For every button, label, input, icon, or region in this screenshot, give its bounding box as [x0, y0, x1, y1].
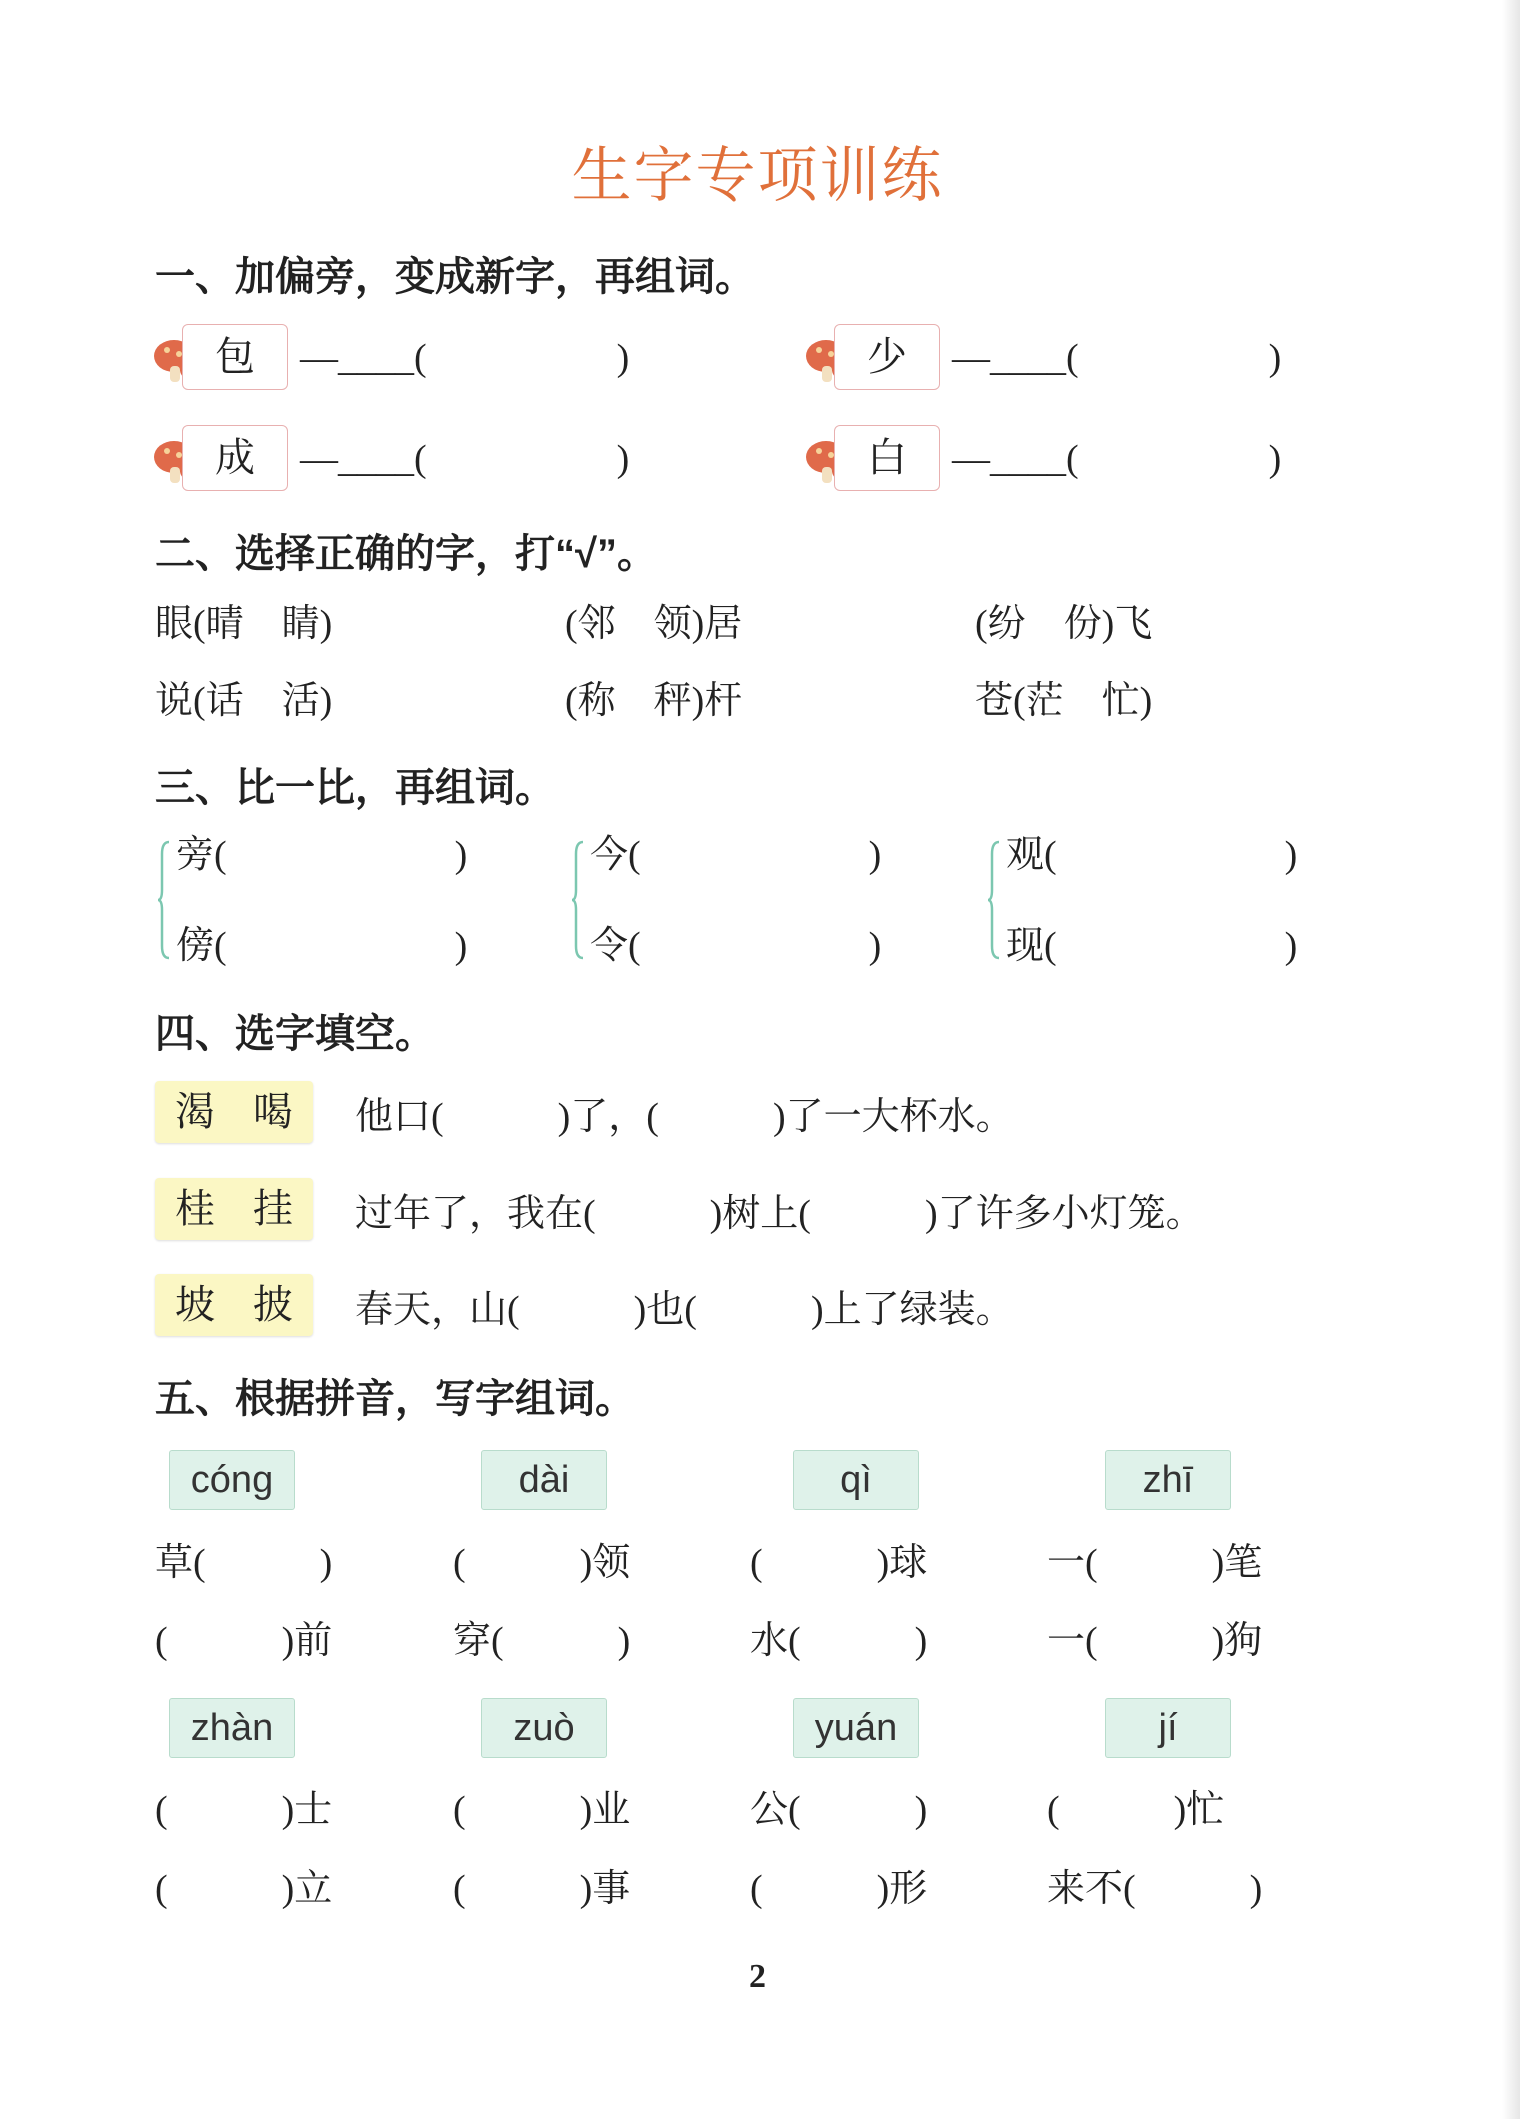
choice-item[interactable]: (纷 份)飞: [975, 603, 1153, 645]
radical-char-box: 成: [182, 425, 288, 491]
answer-blank[interactable]: —____( ): [300, 337, 630, 379]
page-title: 生字专项训练: [571, 142, 944, 209]
compare-item[interactable]: 傍( ): [176, 925, 468, 967]
word-blank[interactable]: 一( )笔: [1047, 1542, 1263, 1584]
section5-heading: 五、根据拼音，写字组词。: [155, 1377, 635, 1421]
word-blank[interactable]: ( )立: [155, 1868, 333, 1910]
compare-item[interactable]: 令( ): [590, 925, 882, 967]
choice-item[interactable]: 苍(茫 忙): [975, 680, 1153, 722]
word-blank[interactable]: ( )士: [155, 1789, 333, 1831]
choice-item[interactable]: (邻 领)居: [565, 603, 743, 645]
fill-sentence[interactable]: 春天，山( )也( )上了绿装。: [355, 1289, 1014, 1331]
choice-item[interactable]: 说(话 活): [155, 680, 333, 722]
pinyin-box: jí: [1105, 1698, 1231, 1758]
word-blank[interactable]: ( )事: [453, 1868, 631, 1910]
compare-item[interactable]: 现( ): [1006, 925, 1298, 967]
radical-char-box: 包: [182, 324, 288, 390]
page-number: 2: [749, 1958, 766, 1995]
word-blank[interactable]: ( )忙: [1047, 1789, 1225, 1831]
pinyin-box: yuán: [793, 1698, 919, 1758]
word-blank[interactable]: 公( ): [750, 1789, 928, 1831]
section3-heading: 三、比一比，再组词。: [155, 766, 555, 810]
brace-icon: [157, 840, 171, 960]
word-blank[interactable]: 水( ): [750, 1620, 928, 1662]
word-blank[interactable]: ( )领: [453, 1542, 631, 1584]
brace-icon: [571, 840, 585, 960]
choice-chars-box: 坡 披: [155, 1274, 313, 1336]
compare-item[interactable]: 今( ): [590, 834, 882, 876]
word-blank[interactable]: 一( )狗: [1047, 1620, 1263, 1662]
page-edge-shadow: [1502, 0, 1520, 2119]
fill-sentence[interactable]: 过年了，我在( )树上( )了许多小灯笼。: [355, 1193, 1204, 1235]
pinyin-box: zhī: [1105, 1450, 1231, 1510]
word-blank[interactable]: ( )形: [750, 1868, 928, 1910]
choice-item[interactable]: (称 秤)杆: [565, 680, 743, 722]
choice-chars-box: 渴 喝: [155, 1081, 313, 1143]
pinyin-box: zuò: [481, 1698, 607, 1758]
pinyin-box: qì: [793, 1450, 919, 1510]
word-blank[interactable]: ( )前: [155, 1620, 333, 1662]
choice-chars-box: 桂 挂: [155, 1178, 313, 1240]
radical-char-box: 少: [834, 324, 940, 390]
fill-sentence[interactable]: 他口( )了，( )了一大杯水。: [355, 1096, 1014, 1138]
section1-heading: 一、加偏旁，变成新字，再组词。: [155, 255, 755, 299]
brace-icon: [987, 840, 1001, 960]
answer-blank[interactable]: —____( ): [952, 438, 1282, 480]
word-blank[interactable]: 草( ): [155, 1542, 333, 1584]
compare-item[interactable]: 观( ): [1006, 834, 1298, 876]
pinyin-box: cóng: [169, 1450, 295, 1510]
section4-heading: 四、选字填空。: [155, 1012, 435, 1056]
pinyin-box: dài: [481, 1450, 607, 1510]
pinyin-box: zhàn: [169, 1698, 295, 1758]
answer-blank[interactable]: —____( ): [952, 337, 1282, 379]
word-blank[interactable]: ( )球: [750, 1542, 928, 1584]
word-blank[interactable]: 来不( ): [1047, 1868, 1263, 1910]
section2-heading: 二、选择正确的字，打“√”。: [155, 532, 657, 576]
compare-item[interactable]: 旁( ): [176, 834, 468, 876]
radical-char-box: 白: [834, 425, 940, 491]
answer-blank[interactable]: —____( ): [300, 438, 630, 480]
word-blank[interactable]: 穿( ): [453, 1620, 631, 1662]
word-blank[interactable]: ( )业: [453, 1789, 631, 1831]
choice-item[interactable]: 眼(晴 睛): [155, 603, 333, 645]
